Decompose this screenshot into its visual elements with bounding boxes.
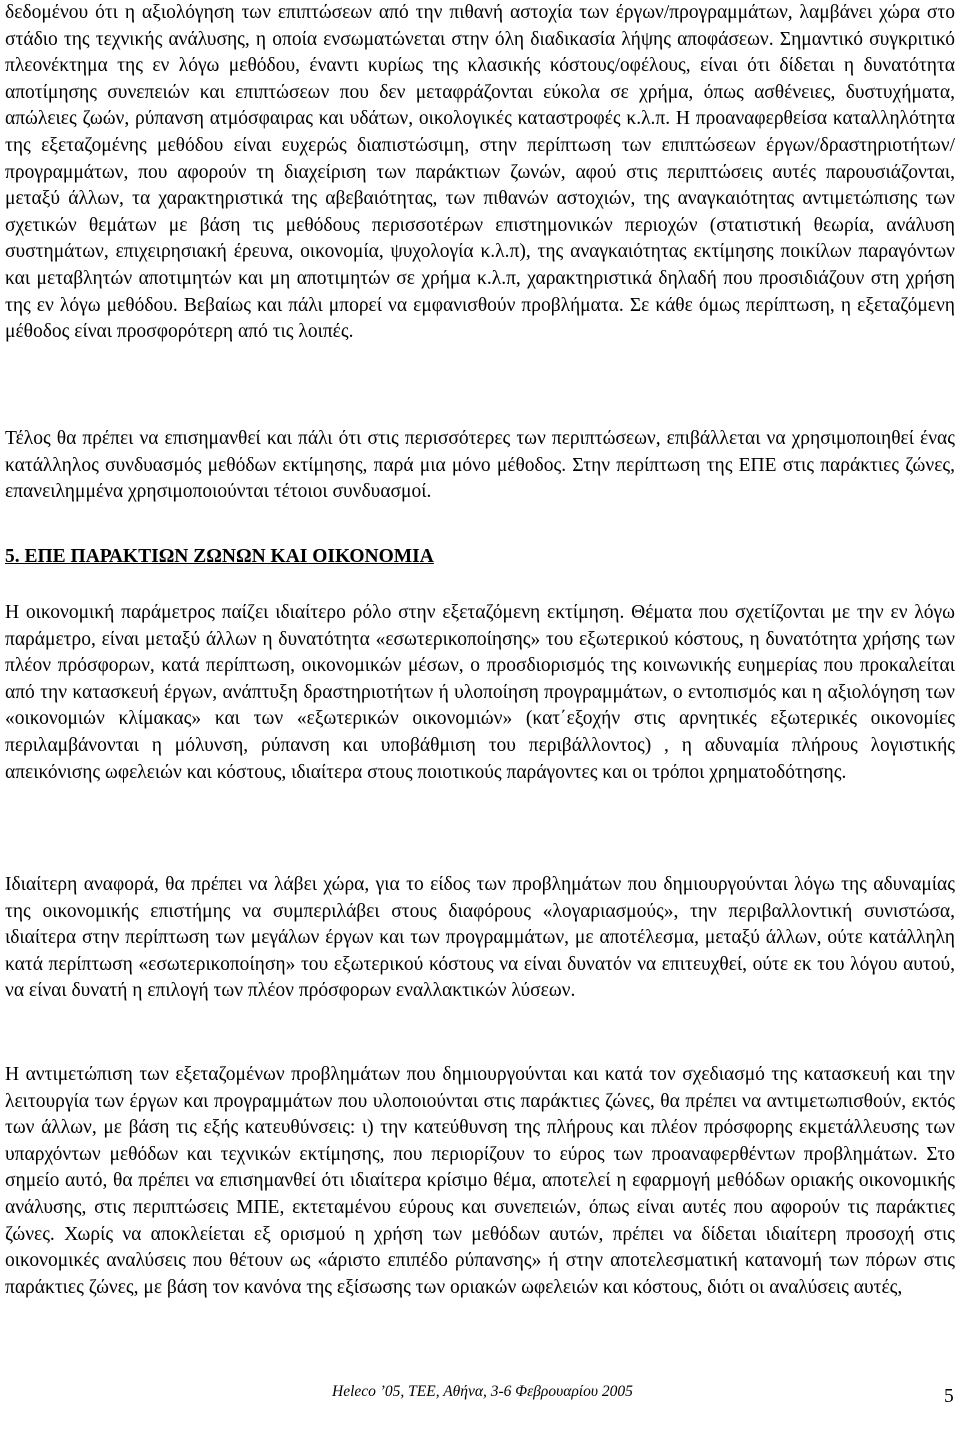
- paragraph-text: Ιδιαίτερη αναφορά, θα πρέπει να λάβει χώρα, για το είδος των προβλημάτων που δημιουργούνται λόγω της αδυναμίας της οικονομικής επιστήμης να συμπεριλάβει στους διαφόρους «λογαριασμούς», την περιβαλλοντική συνιστώσα, ιδιαίτερα στην περίπτωση των μεγάλων έργων και των προγραμμάτων, με αποτέλεσμα, μεταξύ άλλων, ούτε κατάλληλη κατά περίπτωση «εσωτερικοποίηση» του εξωτερικού κόστους να είναι δυνατόν να επιτευχθεί, ούτε εκ του λόγου αυτού, να είναι δυνατή η επιλογή των πλέον πρόσφορων εναλλακτικών λύσεων.: [5, 874, 955, 1002]
- paragraph-problem-handling: [5, 1062, 955, 1301]
- paragraph-text: Η αντιμετώπιση των εξεταζομένων προβλημάτων που δημιουργούνται και κατά τον σχεδιασμό της κατασκευή και την λειτουργία των έργων και προγραμμάτων που υλοποιούνται στις παράκτιες ζώνες, θα πρέπει να αντιμετωπισθούν, εκτός των άλλων, με βάση τις εξής κατευθύνσεις: ι) την κατεύθυνση της πλήρους και πλέον πρόσφορης εκμετάλλευσης των υπαρχόντων μεθόδων και τεχνικών εκτίμησης, που περιορίζουν το εύρος των προαναφερθέντων προβλημάτων. Στο σημείο αυτό, θα πρέπει να επισημανθεί ότι ιδιαίτερα κρίσιμο θέμα, αποτελεί η εφαρμογή μεθόδων οριακής οικονομικής ανάλυσης, στις περιπτώσεις ΜΠΕ, εκτεταμένου εύρους και συνεπειών, όπως είναι αυτές που αφορούν τις παράκτιες ζώνες. Χωρίς να αποκλείεται εξ ορισμού η χρήση των μεθόδων αυτών, πρέπει να δίδεται ιδιαίτερη προσοχή στις οικονομικές αναλύσεις που θέτουν ως «άριστο επιπέδο ρύπανσης» ή στην αποτελεσματική κατανομή των πόρων στις παράκτιες ζώνες, με βάση τον κανόνα της εξίσωσης των οριακών ωφελειών και κόστους, διότι οι αναλύσεις αυτές,: [5, 1064, 955, 1298]
- section-heading: [5, 544, 955, 571]
- page-footer: Heleco ’05, ΤΕΕ, Αθήνα, 3-6 Φεβρουαρίου 2005: [332, 1383, 633, 1400]
- paragraph-continued: [5, 0, 955, 346]
- section-title: 5. ΕΠΕ ΠΑΡΑΚΤΙΩΝ ΖΩΝΩΝ ΚΑΙ ΟΙΚΟΝΟΜΙΑ: [5, 546, 434, 567]
- paragraph-text: Η οικονομική παράμετρος παίζει ιδιαίτερο ρόλο στην εξεταζόμενη εκτίμηση. Θέματα που σχετίζονται με την εν λόγω παράμετρο, είναι μεταξύ άλλων η δυνατότητα «εσωτερικοποίησης» του εξωτερικού κόστους, η δυνατότητα χρήσης των πλέον πρόσφορων, κατά περίπτωση, οικονομικών μέσων, ο προσδιορισμός της κοινωνικής ευημερίας που προκαλείται από την κατασκευή έργων, ανάπτυξη δραστηριοτήτων ή υλοποίηση προγραμμάτων, ο εντοπισμός και η αξιολόγηση των «οικονομιών κλίμακας» και των «εξωτερικών οικονομιών» (κατ΄εξοχήν στις αρνητικές εξωτερικές οικονομίες περιλαμβάνονται η μόλυνση, ρύπανση και υποβάθμιση του περιβάλλοντος) , η αδυναμία πλήρους λογιστικής απεικόνισης ωφελειών και κόστους, ιδιαίτερα στους ποιοτικούς παράγοντες και οι τρόποι χρηματοδότησης.: [5, 602, 955, 783]
- paragraph-combination-methods: [5, 426, 955, 506]
- paragraph-special-reference: [5, 872, 955, 1005]
- paragraph-economic-parameter: [5, 600, 955, 786]
- page-number: 5: [944, 1386, 954, 1407]
- paragraph-text: δεδομένου ότι η αξιολόγηση των επιπτώσεων από την πιθανή αστοχία των έργων/προγραμμάτων, λαμβάνει χώρα στο στάδιο της τεχνικής ανάλυσης, η οποία ενσωματώνεται στην όλη διαδικασία λήψης αποφάσεων. Σημαντικό συγκριτικό πλεονέκτημα της εν λόγω μεθόδου, έναντι κυρίως της κλασικής κόστους/οφέλους, είναι ότι δίδεται η δυνατότητα αποτίμησης συνεπειών και επιπτώσεων που δεν μεταφράζονται εύκολα σε χρήμα, όπως ασθένειες, δυστυχήματα, απώλειες ζωών, ρύπανση ατμόσφαιρας και υδάτων, οικολογικές καταστροφές κ.λ.π. Η προαναφερθείσα καταλληλότητα της εξεταζομένης μεθόδου είναι ευχερώς διαπιστώσιμη, στην περίπτωση των επιπτώσεων έργων/δραστηριοτήτων/προγραμμάτων, που αφορούν τη διαχείριση των παράκτιων ζωνών, αφού στις περιπτώσεις αυτές παρουσιάζονται, μεταξύ άλλων, τα χαρακτηριστικά της αβεβαιότητας, των πιθανών αστοχιών, της αναγκαιότητας αντιμετώπισης των σχετικών θεμάτων με βάση τις μεθόδους περισσοτέρων επιστημονικών περιοχών (στατιστική θεωρία, ανάλυση συστημάτων, επιχειρησιακή έρευνα, οικονομία, ψυχολογία κ.λ.π), της αναγκαιότητας εκτίμησης ποικίλων παραγόντων και μεταβλητών αποτιμητών και μη αποτιμητών σε χρήμα κ.λ.π, χαρακτηριστικά δηλαδή που προσιδιάζουν στη χρήση της εν λόγω μεθόδου. Βεβαίως και πάλι μπορεί να εμφανισθούν προβλήματα. Σε κάθε όμως περίπτωση, η εξεταζόμενη μέθοδος είναι προσφορότερη από τις λοιπές.: [5, 2, 955, 343]
- paragraph-text: Τέλος θα πρέπει να επισημανθεί και πάλι ότι στις περισσότερες των περιπτώσεων, επιβάλλεται να χρησιμοποιηθεί ένας κατάλληλος συνδυασμός μεθόδων εκτίμησης, παρά μια μόνο μέθοδος. Στην περίπτωση της ΕΠΕ στις παράκτιες ζώνες, επανειλημμένα χρησιμοποιούνται τέτοιοι συνδυασμοί.: [5, 428, 955, 503]
